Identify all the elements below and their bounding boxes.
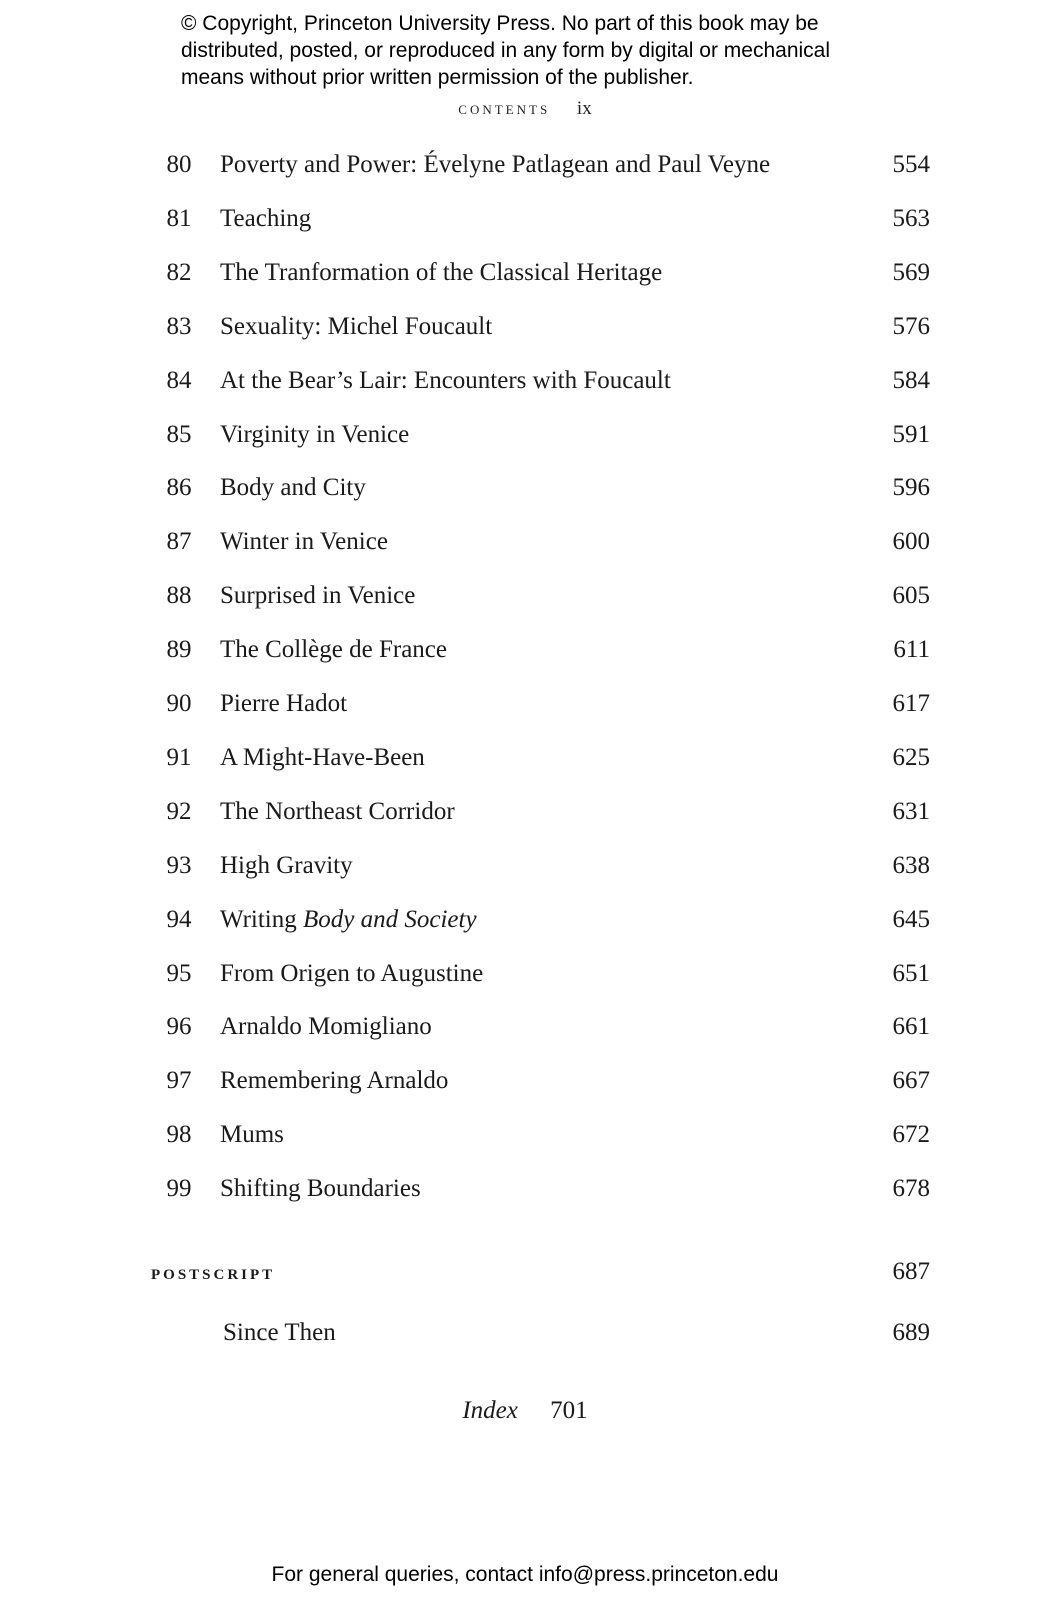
toc-entry-title: From Origen to Augustine [220, 959, 484, 987]
toc-entry-page: 605 [892, 582, 930, 610]
toc-entry-title-prefix: Writing [220, 905, 304, 933]
toc-entry-number: 82 [166, 258, 192, 286]
toc-entry-page: 617 [892, 690, 930, 717]
toc-entry [0, 1115, 1050, 1155]
toc-entry-title: At the Bear’s Lair: Encounters with Foucault [220, 366, 671, 394]
toc-entry-number: 95 [166, 959, 192, 987]
toc-entry-title: Arnaldo Momigliano [220, 1013, 432, 1041]
toc-entry-number: 85 [166, 420, 192, 448]
postscript-row [0, 1252, 1050, 1292]
toc-entry-page: 645 [892, 905, 930, 933]
toc-entry [0, 199, 1050, 239]
postscript-sub-page: 689 [892, 1319, 930, 1346]
toc-entry-number: 88 [166, 582, 192, 610]
toc-entry-title: Remembering Arnaldo [220, 1067, 449, 1095]
toc-entry-page: 667 [892, 1067, 930, 1095]
toc-entry-number: 84 [166, 366, 192, 394]
toc-entry [0, 684, 1050, 724]
toc-entry [0, 954, 1050, 994]
index-line [0, 1397, 1050, 1425]
toc-entry-page: 596 [892, 474, 930, 502]
copyright-line-3: means without prior written permission of the publisher. [181, 66, 694, 89]
toc-entry-title: The Collège de France [220, 636, 447, 664]
toc-entry [0, 900, 1050, 940]
toc-entry-page: 672 [892, 1121, 930, 1149]
toc-entry-number: 98 [166, 1121, 192, 1149]
toc-entry [0, 1169, 1050, 1209]
toc-entry-title: High Gravity [220, 851, 353, 879]
toc-entry-number: 80 [166, 151, 192, 178]
toc-entry-page: 611 [893, 636, 930, 664]
toc-entry-number: 81 [166, 204, 192, 232]
toc-entry-page: 554 [892, 151, 930, 178]
toc-entry-page: 576 [892, 312, 930, 340]
toc-entry-number: 91 [166, 743, 192, 771]
toc-entry [0, 630, 1050, 670]
toc-entry-title: Body and City [220, 474, 366, 502]
toc-entry [0, 1061, 1050, 1101]
toc-entry [0, 792, 1050, 832]
postscript-sub-title: Since Then [223, 1319, 336, 1346]
toc-entry [0, 145, 1050, 185]
toc-entry-page: 625 [892, 743, 930, 771]
index-page: 701 [550, 1397, 588, 1424]
toc-entry-number: 90 [166, 690, 192, 717]
toc-entry-number: 83 [166, 312, 192, 340]
postscript-sub-row [0, 1313, 1050, 1353]
toc-entry [0, 415, 1050, 455]
toc-entry-number: 97 [166, 1067, 192, 1095]
toc-entry [0, 468, 1050, 508]
toc-entry-title: Mums [220, 1121, 284, 1149]
toc-entry-title: Virginity in Venice [220, 420, 410, 448]
toc-entry [0, 253, 1050, 293]
toc-entry-page: 631 [892, 797, 930, 825]
footer-contact: For general queries, contact info@press.princeton.edu [271, 1563, 779, 1586]
toc-entry-number: 87 [166, 528, 192, 556]
toc-entry-page: 651 [892, 959, 930, 987]
toc-entry-title: The Tranformation of the Classical Heritage [220, 258, 663, 286]
index-label: Index [462, 1397, 518, 1424]
copyright-line-2: distributed, posted, or reproduced in any form by digital or mechanical [181, 39, 831, 62]
toc-entry [0, 307, 1050, 347]
toc-entry-page: 678 [892, 1175, 930, 1203]
toc-entry-number: 89 [166, 636, 192, 664]
toc-entry-title [220, 900, 477, 940]
toc-entry-title: Winter in Venice [220, 528, 388, 556]
toc-entry-title-italic: Body and Society [303, 905, 477, 933]
postscript-page: 687 [892, 1258, 930, 1285]
toc-entry [0, 738, 1050, 778]
toc-entry-page: 584 [892, 366, 930, 394]
copyright-notice [181, 10, 901, 91]
toc-entry [0, 576, 1050, 616]
toc-entry-number: 92 [166, 797, 192, 825]
toc-entry-title: Pierre Hadot [220, 690, 348, 717]
copyright-line-1: © Copyright, Princeton University Press. No part of this book may be [181, 12, 819, 35]
toc-entry-title: The Northeast Corridor [220, 797, 455, 825]
toc-entry [0, 361, 1050, 401]
toc-entry-page: 569 [892, 258, 930, 286]
toc-entry-number: 94 [166, 905, 192, 933]
toc-entry-page: 600 [892, 528, 930, 556]
toc-entry-page: 661 [892, 1013, 930, 1041]
toc-entry-title: Poverty and Power: Évelyne Patlagean and Paul Veyne [220, 151, 771, 178]
toc-entry [0, 846, 1050, 886]
toc-entry [0, 1007, 1050, 1047]
toc-entry [0, 522, 1050, 562]
running-head-title: contents [458, 98, 551, 119]
toc-entry-number: 86 [166, 474, 192, 502]
toc-entry-title: Sexuality: Michel Foucault [220, 312, 493, 340]
toc-entry-title: Surprised in Venice [220, 582, 416, 610]
running-head-page: ix [576, 98, 592, 119]
running-head [0, 98, 1050, 120]
toc-entry-title: Shifting Boundaries [220, 1175, 421, 1203]
toc-entry-page: 591 [892, 420, 930, 448]
toc-entry-number: 96 [166, 1013, 192, 1041]
toc-entry-number: 99 [166, 1175, 192, 1203]
toc-entry-title: A Might-Have-Been [220, 743, 425, 771]
toc-entry-number: 93 [166, 851, 192, 879]
toc-entry-page: 638 [892, 851, 930, 879]
toc-entry-title: Teaching [220, 204, 312, 232]
toc-entry-page: 563 [892, 204, 930, 232]
postscript-title: postscript [151, 1259, 276, 1284]
